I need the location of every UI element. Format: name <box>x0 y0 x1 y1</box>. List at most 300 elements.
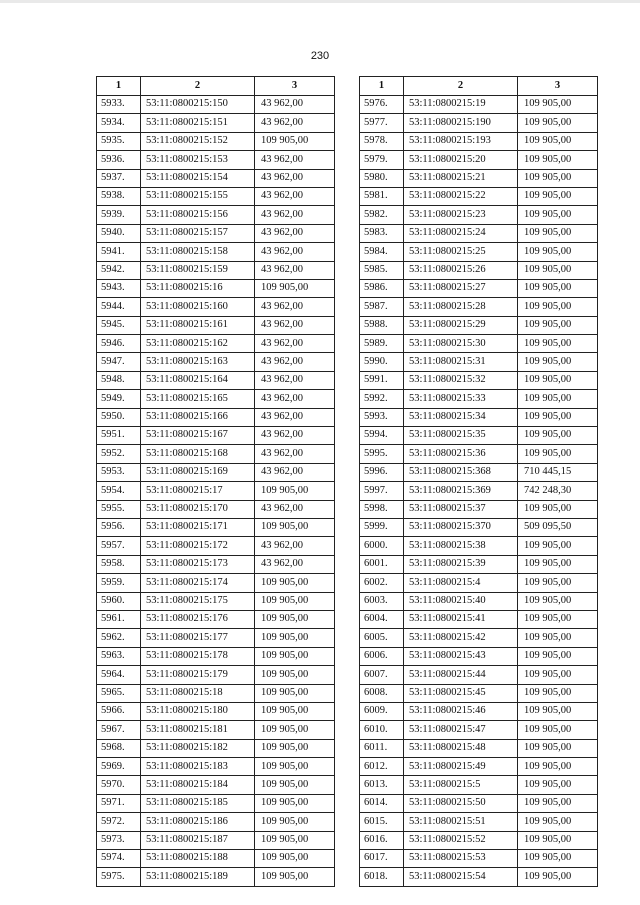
cadastral-number: 53:11:0800215:37 <box>404 500 518 518</box>
row-number: 6010. <box>360 721 404 739</box>
cadastral-number: 53:11:0800215:368 <box>404 463 518 481</box>
row-number: 5962. <box>97 629 141 647</box>
cadastral-number: 53:11:0800215:174 <box>141 574 255 592</box>
row-number: 5943. <box>97 279 141 297</box>
cadastral-value: 109 905,00 <box>518 408 598 426</box>
cadastral-number: 53:11:0800215:28 <box>404 298 518 316</box>
cadastral-number: 53:11:0800215:173 <box>141 555 255 573</box>
table-row <box>360 224 598 242</box>
cadastral-number: 53:11:0800215:168 <box>141 445 255 463</box>
cadastral-value: 43 962,00 <box>255 298 335 316</box>
cadastral-number: 53:11:0800215:175 <box>141 592 255 610</box>
table-row <box>97 390 335 408</box>
cadastral-value: 109 905,00 <box>255 850 335 868</box>
table-row <box>360 298 598 316</box>
row-number: 6017. <box>360 850 404 868</box>
row-number: 6006. <box>360 647 404 665</box>
cadastral-number: 53:11:0800215:54 <box>404 868 518 886</box>
table-row <box>97 206 335 224</box>
table-row <box>97 114 335 132</box>
cadastral-value: 109 905,00 <box>518 739 598 757</box>
cadastral-value: 43 962,00 <box>255 500 335 518</box>
cadastral-number: 53:11:0800215:150 <box>141 96 255 114</box>
cadastral-number: 53:11:0800215:36 <box>404 445 518 463</box>
row-number: 5989. <box>360 335 404 353</box>
cadastral-value: 109 905,00 <box>518 445 598 463</box>
table-row <box>360 500 598 518</box>
row-number: 5957. <box>97 537 141 555</box>
row-number: 5977. <box>360 114 404 132</box>
row-number: 5980. <box>360 169 404 187</box>
cadastral-number: 53:11:0800215:180 <box>141 702 255 720</box>
table-row <box>97 408 335 426</box>
table-row <box>97 169 335 187</box>
table-row <box>97 500 335 518</box>
cadastral-value: 109 905,00 <box>255 629 335 647</box>
row-number: 5984. <box>360 243 404 261</box>
table-row <box>97 592 335 610</box>
cadastral-number: 53:11:0800215:35 <box>404 427 518 445</box>
cadastral-value: 109 905,00 <box>255 813 335 831</box>
table-row <box>360 390 598 408</box>
table-row <box>97 151 335 169</box>
row-number: 6018. <box>360 868 404 886</box>
cadastral-number: 53:11:0800215:41 <box>404 610 518 628</box>
cadastral-value: 109 905,00 <box>255 518 335 536</box>
cadastral-value: 43 962,00 <box>255 371 335 389</box>
cadastral-number: 53:11:0800215:47 <box>404 721 518 739</box>
row-number: 5947. <box>97 353 141 371</box>
cadastral-value: 109 905,00 <box>518 721 598 739</box>
table-row <box>360 206 598 224</box>
row-number: 5997. <box>360 482 404 500</box>
row-number: 6001. <box>360 555 404 573</box>
cadastral-value: 109 905,00 <box>518 684 598 702</box>
cadastral-number: 53:11:0800215:158 <box>141 243 255 261</box>
cadastral-value: 109 905,00 <box>518 758 598 776</box>
cadastral-number: 53:11:0800215:177 <box>141 629 255 647</box>
row-number: 5956. <box>97 518 141 536</box>
table-row <box>360 371 598 389</box>
table-row <box>97 187 335 205</box>
row-number: 5948. <box>97 371 141 389</box>
row-number: 5969. <box>97 758 141 776</box>
row-number: 5952. <box>97 445 141 463</box>
cadastral-value: 109 905,00 <box>518 592 598 610</box>
cadastral-value: 109 905,00 <box>518 555 598 573</box>
row-number: 5946. <box>97 335 141 353</box>
cadastral-value: 109 905,00 <box>518 666 598 684</box>
cadastral-number: 53:11:0800215:4 <box>404 574 518 592</box>
row-number: 5961. <box>97 610 141 628</box>
cadastral-number: 53:11:0800215:151 <box>141 114 255 132</box>
table-row <box>360 169 598 187</box>
cadastral-value: 109 905,00 <box>255 739 335 757</box>
cadastral-value: 43 962,00 <box>255 169 335 187</box>
row-number: 5951. <box>97 427 141 445</box>
row-number: 5974. <box>97 850 141 868</box>
header-row <box>97 77 335 96</box>
cadastral-number: 53:11:0800215:156 <box>141 206 255 224</box>
table-row <box>97 132 335 150</box>
table-row <box>360 353 598 371</box>
page-number: 230 <box>310 50 330 62</box>
cadastral-number: 53:11:0800215:176 <box>141 610 255 628</box>
cadastral-number: 53:11:0800215:193 <box>404 132 518 150</box>
registry-table-right <box>359 76 598 887</box>
cadastral-value: 109 905,00 <box>255 721 335 739</box>
table-row <box>97 335 335 353</box>
table-row <box>360 776 598 794</box>
cadastral-value: 109 905,00 <box>255 758 335 776</box>
table-row <box>360 574 598 592</box>
cadastral-number: 53:11:0800215:166 <box>141 408 255 426</box>
table-row <box>97 868 335 886</box>
cadastral-number: 53:11:0800215:22 <box>404 187 518 205</box>
cadastral-number: 53:11:0800215:20 <box>404 151 518 169</box>
table-row <box>97 758 335 776</box>
cadastral-number: 53:11:0800215:46 <box>404 702 518 720</box>
cadastral-value: 43 962,00 <box>255 390 335 408</box>
table-row <box>97 574 335 592</box>
cadastral-value: 109 905,00 <box>255 132 335 150</box>
header-col-3: 3 <box>255 77 335 96</box>
cadastral-value: 109 905,00 <box>518 187 598 205</box>
table-row <box>97 298 335 316</box>
cadastral-value: 109 905,00 <box>518 500 598 518</box>
cadastral-value: 109 905,00 <box>255 592 335 610</box>
cadastral-number: 53:11:0800215:185 <box>141 794 255 812</box>
row-number: 6009. <box>360 702 404 720</box>
cadastral-value: 109 905,00 <box>518 610 598 628</box>
row-number: 5993. <box>360 408 404 426</box>
row-number: 5967. <box>97 721 141 739</box>
cadastral-value: 43 962,00 <box>255 261 335 279</box>
row-number: 5958. <box>97 555 141 573</box>
cadastral-number: 53:11:0800215:39 <box>404 555 518 573</box>
table-row <box>97 629 335 647</box>
cadastral-number: 53:11:0800215:370 <box>404 518 518 536</box>
row-number: 5994. <box>360 427 404 445</box>
cadastral-number: 53:11:0800215:33 <box>404 390 518 408</box>
cadastral-number: 53:11:0800215:171 <box>141 518 255 536</box>
cadastral-number: 53:11:0800215:179 <box>141 666 255 684</box>
cadastral-number: 53:11:0800215:155 <box>141 187 255 205</box>
cadastral-value: 109 905,00 <box>518 96 598 114</box>
row-number: 5987. <box>360 298 404 316</box>
cadastral-value: 109 905,00 <box>518 114 598 132</box>
cadastral-value: 109 905,00 <box>255 684 335 702</box>
cadastral-value: 109 905,00 <box>255 666 335 684</box>
cadastral-number: 53:11:0800215:5 <box>404 776 518 794</box>
table-row <box>360 427 598 445</box>
table-row <box>360 555 598 573</box>
table-row <box>360 445 598 463</box>
cadastral-number: 53:11:0800215:170 <box>141 500 255 518</box>
cadastral-number: 53:11:0800215:24 <box>404 224 518 242</box>
cadastral-number: 53:11:0800215:31 <box>404 353 518 371</box>
table-row <box>97 647 335 665</box>
table-row <box>360 408 598 426</box>
table-row <box>97 831 335 849</box>
cadastral-number: 53:11:0800215:188 <box>141 850 255 868</box>
header-col-1: 1 <box>360 77 404 96</box>
row-number: 6016. <box>360 831 404 849</box>
cadastral-value: 109 905,00 <box>518 132 598 150</box>
table-row <box>360 482 598 500</box>
row-number: 5981. <box>360 187 404 205</box>
row-number: 5999. <box>360 518 404 536</box>
row-number: 5971. <box>97 794 141 812</box>
cadastral-number: 53:11:0800215:184 <box>141 776 255 794</box>
cadastral-number: 53:11:0800215:157 <box>141 224 255 242</box>
table-row <box>97 610 335 628</box>
header-col-3: 3 <box>518 77 598 96</box>
cadastral-number: 53:11:0800215:178 <box>141 647 255 665</box>
row-number: 5941. <box>97 243 141 261</box>
table-row <box>97 243 335 261</box>
cadastral-number: 53:11:0800215:16 <box>141 279 255 297</box>
cadastral-value: 43 962,00 <box>255 335 335 353</box>
table-row <box>360 518 598 536</box>
table-row <box>97 279 335 297</box>
table-row <box>360 132 598 150</box>
cadastral-number: 53:11:0800215:186 <box>141 813 255 831</box>
row-number: 5990. <box>360 353 404 371</box>
cadastral-value: 109 905,00 <box>255 574 335 592</box>
table-row <box>97 794 335 812</box>
cadastral-number: 53:11:0800215:164 <box>141 371 255 389</box>
row-number: 6004. <box>360 610 404 628</box>
cadastral-number: 53:11:0800215:51 <box>404 813 518 831</box>
row-number: 6005. <box>360 629 404 647</box>
table-row <box>97 850 335 868</box>
cadastral-number: 53:11:0800215:183 <box>141 758 255 776</box>
cadastral-number: 53:11:0800215:52 <box>404 831 518 849</box>
cadastral-number: 53:11:0800215:182 <box>141 739 255 757</box>
cadastral-value: 43 962,00 <box>255 463 335 481</box>
header-col-2: 2 <box>141 77 255 96</box>
row-number: 5953. <box>97 463 141 481</box>
row-number: 6014. <box>360 794 404 812</box>
cadastral-number: 53:11:0800215:187 <box>141 831 255 849</box>
header-col-1: 1 <box>97 77 141 96</box>
cadastral-value: 109 905,00 <box>518 261 598 279</box>
table-row <box>360 702 598 720</box>
cadastral-value: 43 962,00 <box>255 445 335 463</box>
row-number: 5939. <box>97 206 141 224</box>
table-row <box>97 813 335 831</box>
row-number: 6013. <box>360 776 404 794</box>
cadastral-number: 53:11:0800215:30 <box>404 335 518 353</box>
cadastral-value: 109 905,00 <box>518 279 598 297</box>
cadastral-number: 53:11:0800215:44 <box>404 666 518 684</box>
cadastral-number: 53:11:0800215:34 <box>404 408 518 426</box>
cadastral-number: 53:11:0800215:21 <box>404 169 518 187</box>
cadastral-value: 109 905,00 <box>518 537 598 555</box>
row-number: 5973. <box>97 831 141 849</box>
cadastral-number: 53:11:0800215:167 <box>141 427 255 445</box>
table-row <box>360 610 598 628</box>
cadastral-number: 53:11:0800215:160 <box>141 298 255 316</box>
table-row <box>360 739 598 757</box>
cadastral-value: 43 962,00 <box>255 243 335 261</box>
cadastral-value: 109 905,00 <box>518 206 598 224</box>
cadastral-number: 53:11:0800215:25 <box>404 243 518 261</box>
cadastral-value: 109 905,00 <box>518 850 598 868</box>
table-row <box>360 794 598 812</box>
cadastral-value: 109 905,00 <box>518 868 598 886</box>
row-number: 5945. <box>97 316 141 334</box>
cadastral-value: 509 095,50 <box>518 518 598 536</box>
row-number: 5983. <box>360 224 404 242</box>
table-row <box>360 151 598 169</box>
cadastral-number: 53:11:0800215:172 <box>141 537 255 555</box>
cadastral-value: 109 905,00 <box>518 647 598 665</box>
row-number: 5996. <box>360 463 404 481</box>
row-number: 5970. <box>97 776 141 794</box>
row-number: 6000. <box>360 537 404 555</box>
cadastral-number: 53:11:0800215:181 <box>141 721 255 739</box>
cadastral-value: 742 248,30 <box>518 482 598 500</box>
table-row <box>360 316 598 334</box>
row-number: 6003. <box>360 592 404 610</box>
table-row <box>97 702 335 720</box>
cadastral-value: 109 905,00 <box>255 610 335 628</box>
cadastral-number: 53:11:0800215:17 <box>141 482 255 500</box>
row-number: 5976. <box>360 96 404 114</box>
cadastral-number: 53:11:0800215:190 <box>404 114 518 132</box>
row-number: 5966. <box>97 702 141 720</box>
table-row <box>360 96 598 114</box>
cadastral-value: 109 905,00 <box>255 702 335 720</box>
table-row <box>97 776 335 794</box>
cadastral-value: 109 905,00 <box>518 776 598 794</box>
cadastral-value: 109 905,00 <box>255 868 335 886</box>
table-row <box>360 813 598 831</box>
table-row <box>97 96 335 114</box>
cadastral-value: 109 905,00 <box>255 794 335 812</box>
table-row <box>360 279 598 297</box>
cadastral-number: 53:11:0800215:163 <box>141 353 255 371</box>
table-row <box>97 555 335 573</box>
row-number: 6015. <box>360 813 404 831</box>
cadastral-number: 53:11:0800215:159 <box>141 261 255 279</box>
row-number: 5942. <box>97 261 141 279</box>
cadastral-number: 53:11:0800215:165 <box>141 390 255 408</box>
scan-edge <box>0 0 640 3</box>
cadastral-number: 53:11:0800215:154 <box>141 169 255 187</box>
row-number: 5985. <box>360 261 404 279</box>
row-number: 5992. <box>360 390 404 408</box>
cadastral-value: 43 962,00 <box>255 114 335 132</box>
table-row <box>360 684 598 702</box>
row-number: 6012. <box>360 758 404 776</box>
row-number: 5950. <box>97 408 141 426</box>
registry-table-left <box>96 76 335 887</box>
row-number: 5963. <box>97 647 141 665</box>
row-number: 5934. <box>97 114 141 132</box>
cadastral-number: 53:11:0800215:53 <box>404 850 518 868</box>
table-row <box>360 187 598 205</box>
cadastral-value: 43 962,00 <box>255 353 335 371</box>
cadastral-value: 43 962,00 <box>255 316 335 334</box>
cadastral-value: 109 905,00 <box>518 629 598 647</box>
cadastral-number: 53:11:0800215:162 <box>141 335 255 353</box>
table-row <box>97 427 335 445</box>
cadastral-number: 53:11:0800215:45 <box>404 684 518 702</box>
cadastral-number: 53:11:0800215:23 <box>404 206 518 224</box>
cadastral-number: 53:11:0800215:50 <box>404 794 518 812</box>
cadastral-value: 109 905,00 <box>255 482 335 500</box>
row-number: 5937. <box>97 169 141 187</box>
row-number: 5964. <box>97 666 141 684</box>
cadastral-value: 109 905,00 <box>518 169 598 187</box>
cadastral-number: 53:11:0800215:38 <box>404 537 518 555</box>
row-number: 5936. <box>97 151 141 169</box>
cadastral-number: 53:11:0800215:32 <box>404 371 518 389</box>
table-row <box>360 243 598 261</box>
row-number: 5972. <box>97 813 141 831</box>
cadastral-value: 43 962,00 <box>255 427 335 445</box>
table-row <box>360 537 598 555</box>
cadastral-number: 53:11:0800215:153 <box>141 151 255 169</box>
cadastral-value: 109 905,00 <box>518 390 598 408</box>
cadastral-value: 109 905,00 <box>518 574 598 592</box>
table-row <box>97 721 335 739</box>
row-number: 5988. <box>360 316 404 334</box>
cadastral-value: 43 962,00 <box>255 224 335 242</box>
cadastral-value: 109 905,00 <box>255 279 335 297</box>
cadastral-value: 43 962,00 <box>255 537 335 555</box>
row-number: 5968. <box>97 739 141 757</box>
cadastral-value: 109 905,00 <box>255 647 335 665</box>
row-number: 6008. <box>360 684 404 702</box>
cadastral-number: 53:11:0800215:29 <box>404 316 518 334</box>
row-number: 5975. <box>97 868 141 886</box>
table-row <box>97 371 335 389</box>
table-row <box>360 758 598 776</box>
cadastral-number: 53:11:0800215:49 <box>404 758 518 776</box>
cadastral-number: 53:11:0800215:26 <box>404 261 518 279</box>
cadastral-number: 53:11:0800215:18 <box>141 684 255 702</box>
cadastral-value: 43 962,00 <box>255 555 335 573</box>
row-number: 5995. <box>360 445 404 463</box>
row-number: 6007. <box>360 666 404 684</box>
row-number: 5949. <box>97 390 141 408</box>
table-row <box>360 850 598 868</box>
row-number: 5960. <box>97 592 141 610</box>
row-number: 5944. <box>97 298 141 316</box>
table-row <box>360 335 598 353</box>
header-row <box>360 77 598 96</box>
cadastral-value: 109 905,00 <box>518 702 598 720</box>
cadastral-value: 109 905,00 <box>518 353 598 371</box>
row-number: 5965. <box>97 684 141 702</box>
cadastral-value: 109 905,00 <box>518 831 598 849</box>
cadastral-value: 109 905,00 <box>518 427 598 445</box>
cadastral-number: 53:11:0800215:169 <box>141 463 255 481</box>
table-row <box>97 684 335 702</box>
cadastral-value: 710 445,15 <box>518 463 598 481</box>
row-number: 5998. <box>360 500 404 518</box>
table-row <box>97 482 335 500</box>
table-row <box>97 739 335 757</box>
row-number: 5959. <box>97 574 141 592</box>
cadastral-value: 109 905,00 <box>518 335 598 353</box>
table-row <box>360 666 598 684</box>
cadastral-value: 109 905,00 <box>518 316 598 334</box>
